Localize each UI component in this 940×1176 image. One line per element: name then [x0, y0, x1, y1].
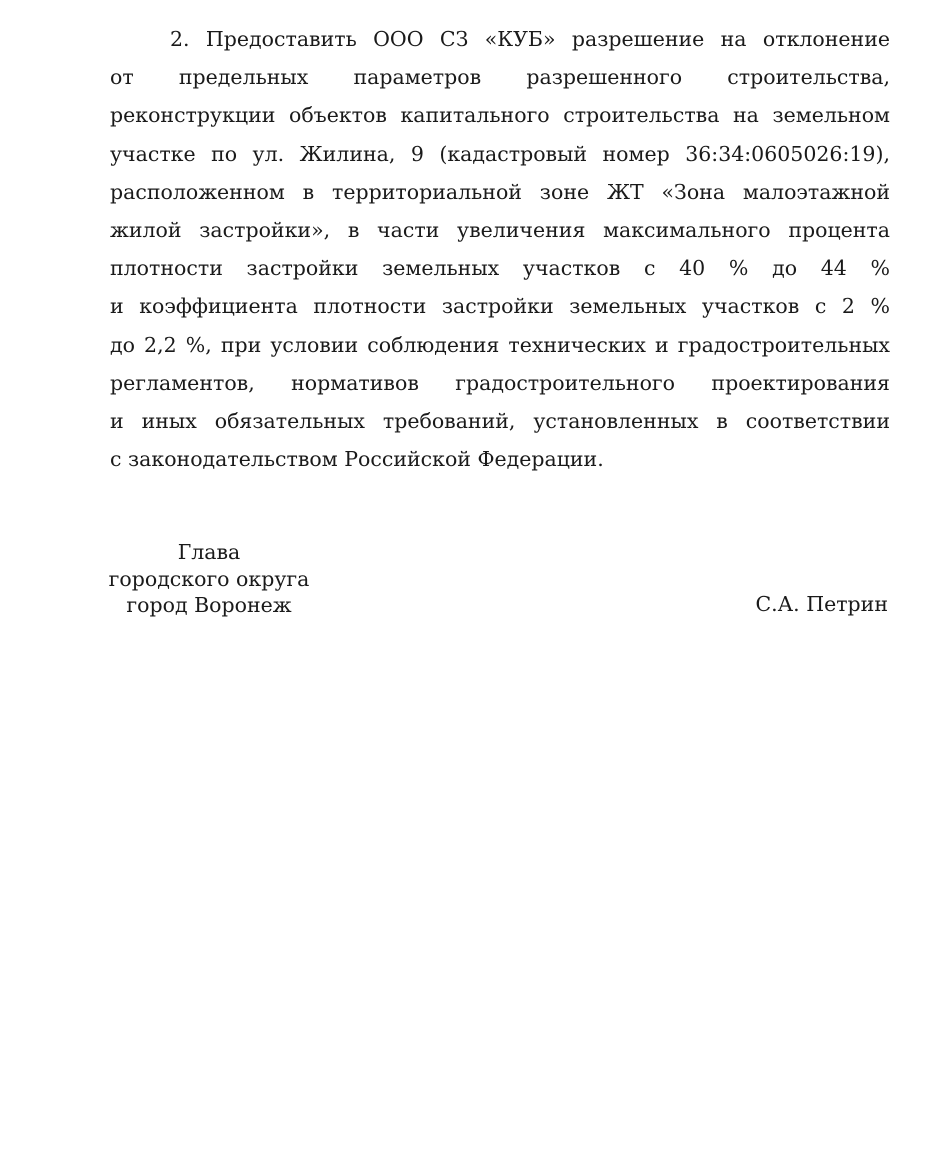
- paragraph-line: жилой застройки», в части увеличения максимального процента: [110, 217, 890, 242]
- signatory-title: [106, 539, 312, 619]
- clause-2-paragraph: [110, 20, 890, 478]
- paragraph-line: от предельных параметров разрешенного строительства,: [110, 65, 890, 90]
- paragraph-line: участке по ул. Жилина, 9 (кадастровый номер 36:34:0605026:19),: [110, 141, 890, 166]
- paragraph-line: и иных обязательных требований, установленных в соответствии: [110, 408, 890, 433]
- paragraph-line: до 2,2 %, при условии соблюдения технических и градостроительных: [110, 332, 890, 357]
- paragraph-line: реконструкции объектов капитального строительства на земельном: [110, 103, 890, 128]
- signatory-title-line: город Воронеж: [126, 593, 292, 617]
- signatory-title-line: городского округа: [108, 566, 310, 591]
- paragraph-line: и коэффициента плотности застройки земельных участков с 2 %: [110, 294, 890, 319]
- paragraph-line: 2. Предоставить ООО СЗ «КУБ» разрешение на отклонение: [170, 27, 890, 51]
- signatory-name: С.А. Петрин: [755, 592, 888, 616]
- paragraph-line: плотности застройки земельных участков с 40 % до 44 %: [110, 256, 890, 281]
- paragraph-line: с законодательством Российской Федерации.: [110, 447, 604, 472]
- paragraph-line: расположенном в территориальной зоне ЖТ «Зона малоэтажной: [110, 179, 890, 204]
- paragraph-line: регламентов, нормативов градостроительного проектирования: [110, 370, 890, 395]
- signatory-title-line: Глава: [177, 540, 241, 564]
